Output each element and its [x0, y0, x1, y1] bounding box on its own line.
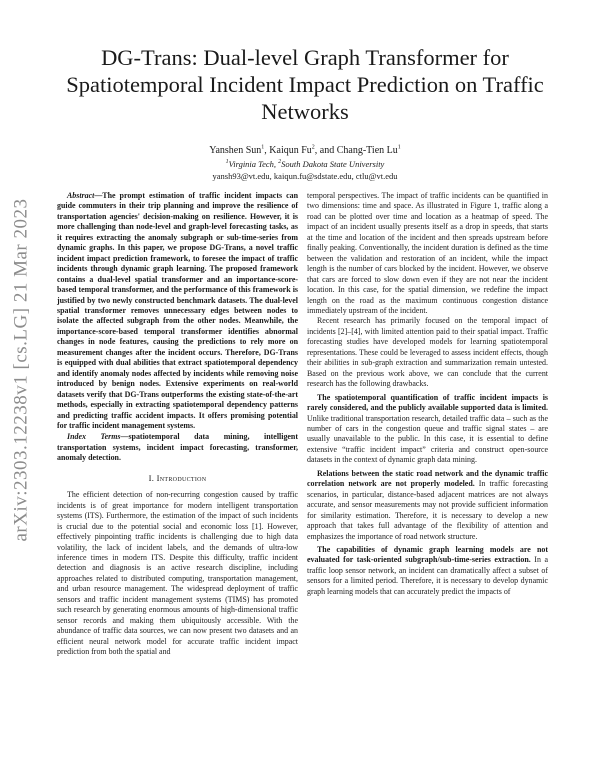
- section-heading-introduction: I. Introduction: [148, 472, 207, 483]
- body-paragraph: [307, 545, 548, 597]
- author-1-sup: 1: [261, 144, 265, 151]
- drawback-3-heading: The capabilities of dynamic graph learning models are not evaluated for task-oriented subgraph/sub-time-series extraction.: [307, 544, 548, 565]
- author-2-sup: 2: [311, 144, 315, 151]
- body-paragraph: [307, 393, 548, 466]
- body-paragraph: [307, 469, 548, 542]
- author-separator: , and: [314, 145, 337, 156]
- author-separator: ,: [264, 145, 270, 156]
- right-column: [307, 191, 548, 597]
- drawback-3-text: In a traffic loop sensor network, an incident can dramatically affect a subset of sensors for a limited period. Therefore, it is necessary to develop dynamic graph learning models that can accurately predict the impacts of: [307, 555, 548, 596]
- affiliations: [60, 158, 550, 171]
- affiliation-2: South Dakota State University: [281, 158, 385, 169]
- drawback-2-text: In traffic forecasting scenarios, in particular, distance-based adjacent matrices are not always accurate, and sensor measurements may not provide sufficient information for similarity estimation. Therefore, it is necessary to develop a new approach that takes full advantage of the flexibility of attention and emphasizes the importance of road network structure.: [307, 479, 548, 541]
- index-terms-label: Index Terms: [67, 432, 121, 442]
- affiliation-1: Virginia Tech,: [228, 158, 279, 169]
- paper-title: DG-Trans: Dual-level Graph Transformer for Spatiotemporal Incident Impact Prediction on Traffic Networks: [66, 45, 544, 124]
- author-3: Chang-Tien Lu: [336, 145, 398, 156]
- author-block: [60, 145, 550, 183]
- drawback-1-text: Unlike traditional transportation research, detailed traffic data – such as the number of cars in the congestion queue and traffic signal states – are usually unavailable to the public. In this case, it is essential to define extensive “traffic incident impact” criteria and construct open-source datasets in the context of dynamic graph data mining.: [307, 413, 548, 465]
- author-names: [60, 145, 550, 158]
- body-paragraph: temporal perspectives. The impact of traffic incidents can be quantified in two dimensions: time and space. As illustrated in Figure 1, traffic along a road can be plotted over time and location as a heatmap of speed. The impact of an incident usually presents itself as a drop in speeds, that starts at the time and location of the incident and then spreads upstream before finally peaking. Conventionally, the incident duration is defined as the time between the validation and restoration of an incident, while the impact length is the number of cars blocked by the incident. However, we observe that cars are forced to slow down even if they are not near the incident location. In this case, for the spatial dimension, we redefine the impact length on the road as the maximum continuous congestion distance immediately upstream of the incident.: [307, 191, 548, 315]
- left-column: [57, 191, 298, 657]
- arxiv-identifier: arXiv:2303.12238v1 [cs.LG] 21 Mar 2023: [10, 198, 32, 542]
- arxiv-stamp: [6, 170, 36, 570]
- author-2: Kaiqun Fu: [269, 145, 312, 156]
- abstract-text: —The prompt estimation of traffic incident impacts can guide commuters in their trip planning and improve the resilience of transportation agencies' decision-making on resilience. However, it is more challenging than node-level and graph-level forecasting tasks, as it requires extracting the anomaly subgraph or sub-time-series from dynamic graphs. In this paper, we propose DG-Trans, a novel traffic incident impact prediction framework, to foresee the impact of traffic incidents through dynamic graph learning. The proposed framework contains a dual-level spatial transformer and an importance-score-based temporal transformer, and the performance of this framework is justified by two newly constructed benchmark datasets. The dual-level spatial transformer removes unnecessary edges between nodes to isolate the affected subgraph from the other nodes. Meanwhile, the importance-score-based temporal transformer identifies abnormal changes in node features, causing the predictions to rely more on measurement changes after the incident occurs. Therefore, DG-Trans is equipped with dual abilities that extract spatiotemporal dependency and identify anomaly nodes affected by incidents while removing noise introduced by benign nodes. Extensive experiments on real-world datasets verify that DG-Trans outperforms the existing state-of-the-art methods, especially in extracting spatiotemporal dependency patterns and predicting traffic accident impacts. It offers promising potential for traffic incident management systems.: [57, 191, 298, 430]
- index-terms-text: —spatiotemporal data mining, intelligent transportation systems, incident impact forecasting, transformer, anomaly detection.: [57, 432, 298, 463]
- author-1: Yanshen Sun: [209, 145, 262, 156]
- drawback-1-heading: The spatiotemporal quantification of traffic incident impacts is rarely considered, and the publicly available supported data is limited.: [307, 392, 548, 413]
- body-paragraph: Recent research has primarily focused on the temporal impact of incidents [2]–[4], with limited attention paid to their spatial impact. Traffic forecasting studies have developed models for learning spatiotemporal representations. These could be leveraged to assess incident effects, though their abilities in sub-graph extraction and summarization remain untested. Based on the previous work above, we can conclude that the current research has the following drawbacks.: [307, 316, 548, 389]
- author-emails: yansh93@vt.edu, kaiqun.fu@sdstate.edu, ctlu@vt.edu: [212, 171, 398, 181]
- drawback-2-heading: Relations between the static road network and the dynamic traffic correlation network are not properly modeled.: [307, 468, 548, 489]
- intro-paragraph: The efficient detection of non-recurring congestion caused by traffic incidents is of great importance for modern intelligent transportation systems (ITS). Furthermore, the estimation of the impact of such incidents is crucial due to the potential social and economic loss [1]. However, effectively pinpointing traffic incidents is challenging due to high data volatility, the lack of incident labels, and the demands of ultra-low inference times in modern ITS. Despite this difficulty, traffic incident detection and diagnosis is an active research discipline, including approaches related to distributed computing, transportation management, and urban resource management. The widespread deployment of traffic sensors and traffic incident management systems (TIMS) has promoted such research by generating enormous amounts of high-dimensional traffic sensor records and making them ubiquitously accessible. With the abundance of traffic data sources, we can now present two datasets and an efficient neural network model for accurate traffic incident impact prediction from both the spatial and: [57, 490, 298, 657]
- abstract: [57, 191, 298, 431]
- abstract-label: Abstract: [67, 191, 95, 200]
- index-terms: [57, 432, 298, 463]
- affiliation-2-sup: 2: [278, 158, 282, 165]
- affiliation-1-sup: 1: [225, 158, 229, 165]
- author-3-sup: 1: [397, 144, 401, 151]
